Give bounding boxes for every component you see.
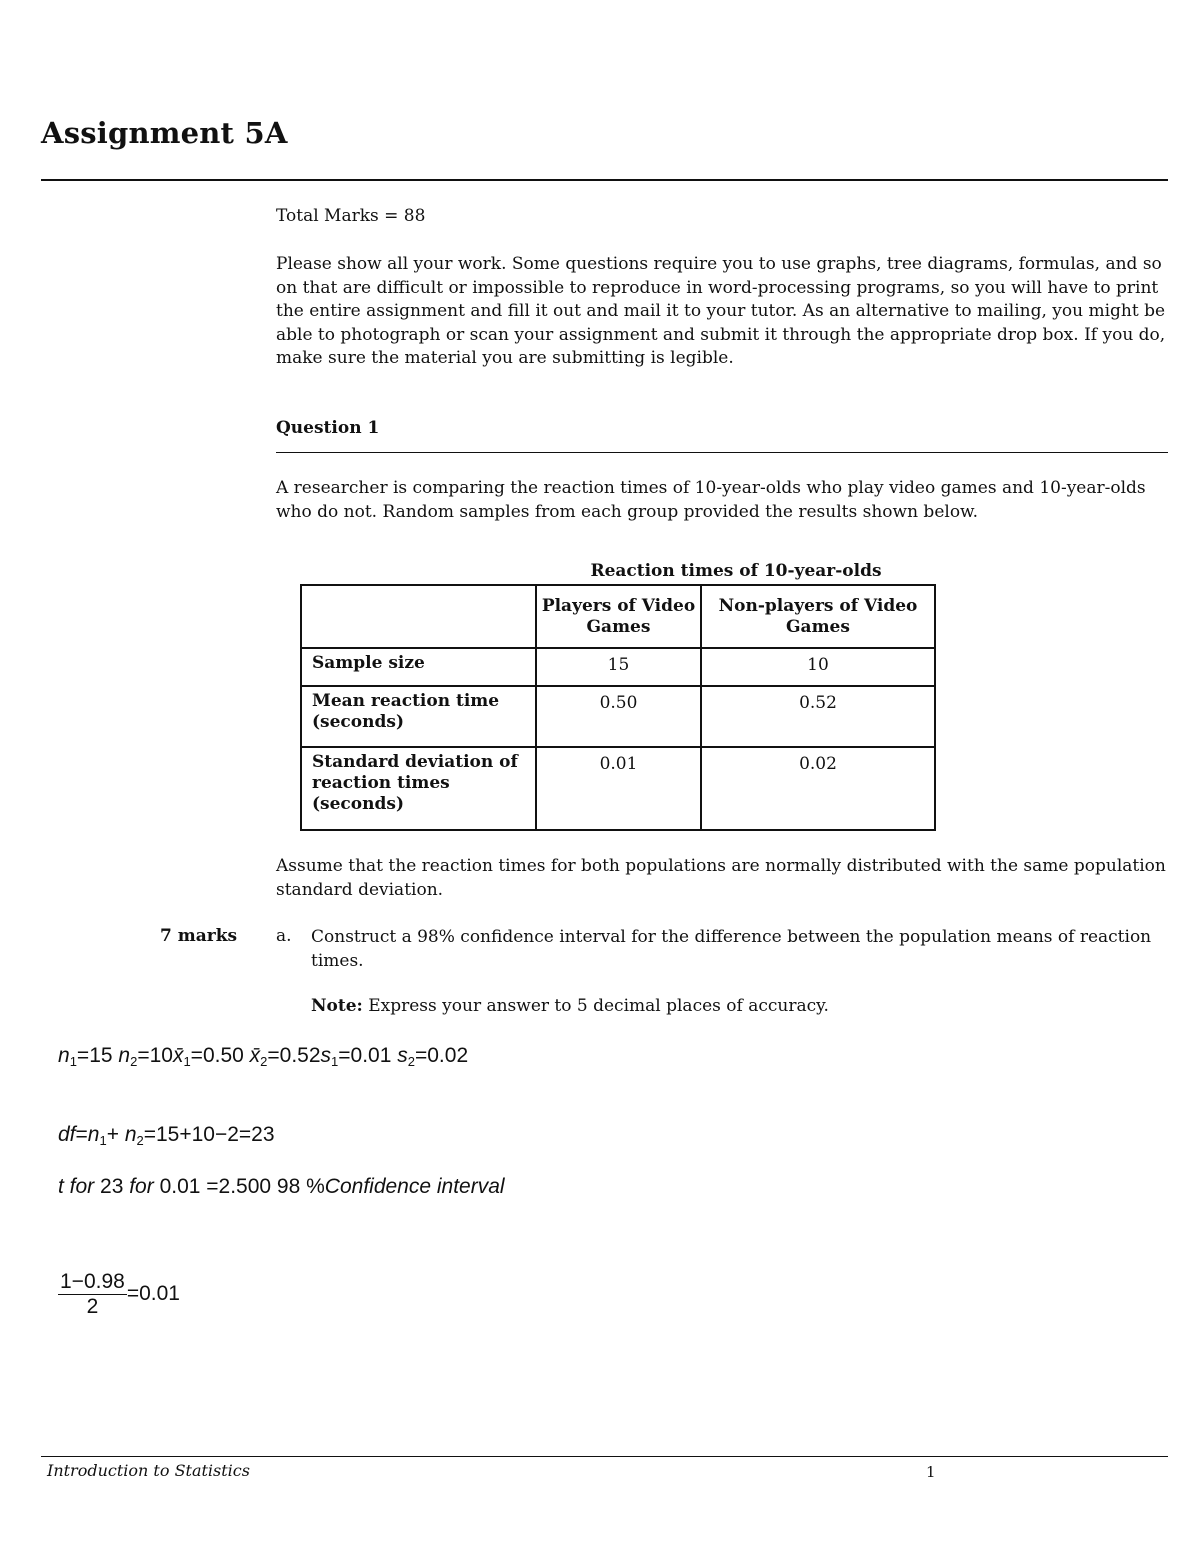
footer-course-title: Introduction to Statistics [47,1461,250,1480]
df-rhs: =15+10−2=23 [143,1123,275,1146]
row-label: Standard deviation of reaction times (seconds) [301,747,536,830]
note-text: Express your answer to 5 decimal places of accuracy. [368,996,829,1016]
cell-nonplayers: 0.52 [701,686,935,747]
n1-value: 15 [89,1044,113,1067]
t-tail-text: Confidence interval [324,1175,505,1198]
part-a-text: Construct a 98% confidence interval for the difference between the population means of reaction times. [311,927,1152,971]
question-1-divider [276,452,1168,453]
question-1-heading: Question 1 [276,418,380,438]
t-result: =2.500 98 % [206,1175,325,1198]
table-row [301,648,935,686]
page-title: Assignment 5A [41,116,288,150]
question-1-text: A researcher is comparing the reaction times of 10-year-olds who play video games and 10-year-olds who do not. Random samples from each group provided the results shown below. [276,478,1146,522]
t-df: 23 [100,1175,124,1198]
n2-value: 10 [149,1044,173,1067]
fraction-result: =0.01 [126,1282,180,1306]
table-caption: Reaction times of 10-year-olds [590,561,882,581]
cell-players: 15 [536,648,701,686]
table-header-players: Players of Video Games [536,585,701,648]
row-label: Sample size [301,648,536,686]
reaction-times-table [300,584,936,831]
assumption-text: Assume that the reaction times for both populations are normally distributed with the same population standard deviation. [276,856,1166,900]
cell-players: 0.50 [536,686,701,747]
table-row [301,686,935,747]
x2-value: 0.52 [279,1044,321,1067]
title-divider [41,179,1168,181]
table-row [301,747,935,830]
x1-value: 0.50 [202,1044,244,1067]
total-marks: Total Marks = 88 [276,206,426,226]
t-value-equation: t for 23 for 0.01 =2.500 98 %Confidence interval [58,1175,505,1198]
cell-players: 0.01 [536,747,701,830]
table-header-nonplayers: Non-players of Video Games [701,585,935,648]
cell-nonplayers: 10 [701,648,935,686]
fraction-numerator: 1−0.98 [60,1270,125,1293]
instructions-paragraph: Please show all your work. Some questions require you to use graphs, tree diagrams, formulas, and so on that are difficult or impossible to reproduce in word-processing programs, so you will have to print the entire assignment and fill it out and mail it to your tutor. As an alternative to mailing, you might be able to photograph or scan your assignment and submit it through the appropriate drop box. If you do, make sure the material you are submitting is legible. [276,254,1166,368]
table-header-empty [301,585,536,648]
given-values-equation: $n_1=15$ $n_2=10x̄_1=0.50$ $x̄_2=0.52s_1=0.01$ $s_2=0.02$ [58,1044,469,1069]
alpha-fraction-equation [58,1270,180,1319]
table-header-row [301,585,935,648]
row-label: Mean reaction time (seconds) [301,686,536,747]
t-alpha: 0.01 [159,1175,201,1198]
alpha-fraction [58,1270,127,1319]
footer-divider [41,1456,1168,1457]
part-a-marks: 7 marks [160,926,238,946]
degrees-of-freedom-equation: $df=n_1+ n_2=15+10-2=23$ [58,1123,275,1148]
part-a-letter: a. [276,926,292,946]
part-a-note [311,996,829,1016]
s2-value: 0.02 [427,1044,469,1067]
fraction-denominator: 2 [86,1295,99,1318]
cell-nonplayers: 0.02 [701,747,935,830]
page-number: 1 [926,1463,936,1481]
note-label: Note: [311,996,363,1016]
s1-value: 0.01 [350,1044,392,1067]
